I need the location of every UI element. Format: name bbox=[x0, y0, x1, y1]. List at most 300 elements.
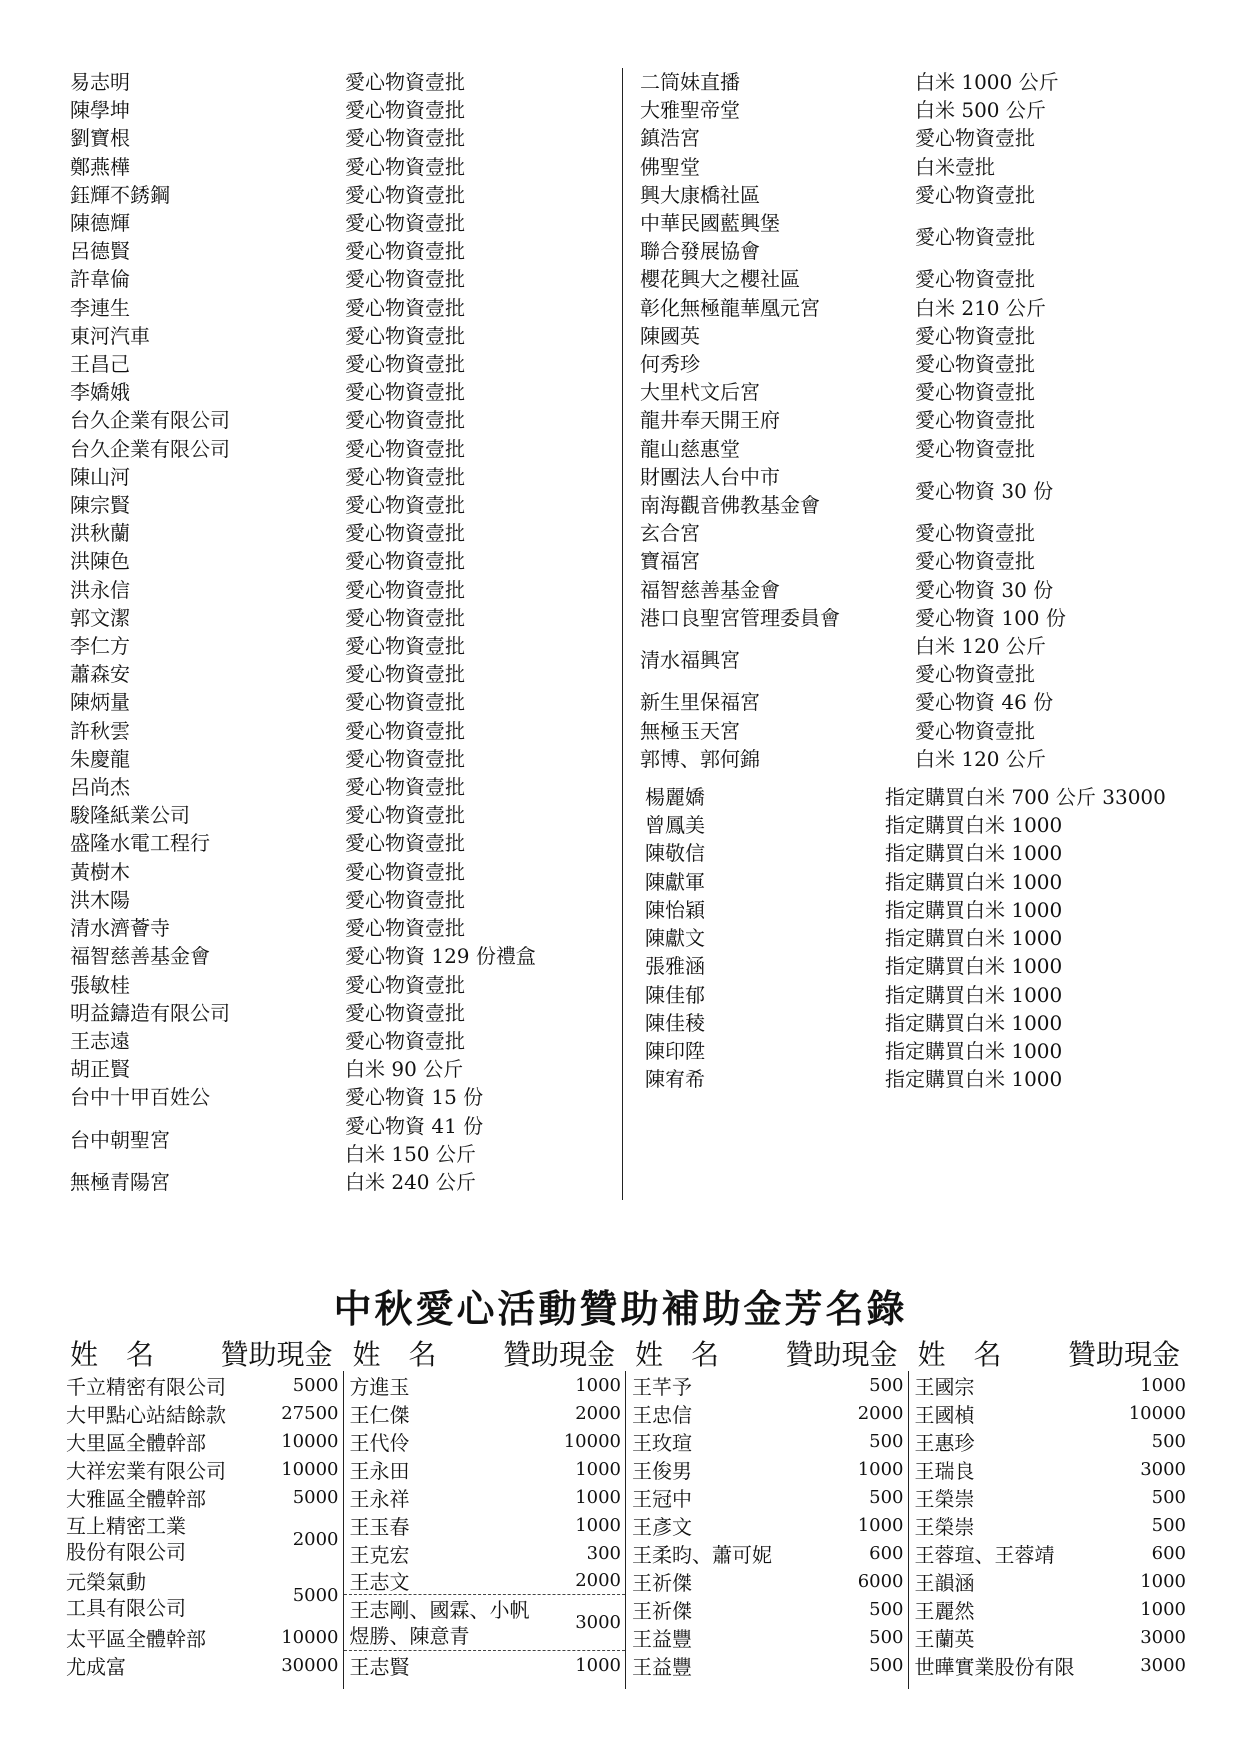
donor-name bbox=[70, 971, 345, 999]
donor-name bbox=[70, 688, 345, 716]
donor-name bbox=[640, 209, 915, 265]
donation-item-line: 愛心物資壹批 bbox=[345, 662, 465, 687]
donation-item-line: 愛心物資壹批 bbox=[345, 126, 465, 151]
donor-name bbox=[640, 1065, 885, 1093]
donor-name bbox=[640, 294, 915, 322]
donor-name bbox=[70, 717, 345, 745]
donation-amount: 500 bbox=[869, 1374, 904, 1396]
donation-item-line: 愛心物資壹批 bbox=[345, 549, 465, 574]
donor-name-line: 王瑞良 bbox=[914, 1458, 975, 1483]
donation-item bbox=[345, 942, 536, 970]
donor-name bbox=[70, 68, 345, 96]
donation-item bbox=[345, 519, 465, 547]
list-item bbox=[70, 1027, 610, 1055]
donation-item bbox=[915, 68, 1059, 96]
donor-name-line: 郭博、郭何錦 bbox=[640, 746, 760, 771]
donor-name-line: 南海觀音佛教基金會 bbox=[640, 493, 820, 518]
donation-amount: 500 bbox=[1151, 1514, 1186, 1536]
donation-amount: 500 bbox=[869, 1486, 904, 1508]
donation-amount: 10000 bbox=[281, 1430, 339, 1452]
donor-name bbox=[632, 1399, 692, 1428]
donor-name-line: 互上精密工業 bbox=[66, 1514, 186, 1538]
list-item bbox=[70, 829, 610, 857]
donation-item-line: 愛心物資壹批 bbox=[345, 436, 465, 461]
list-item bbox=[70, 773, 610, 801]
table-row bbox=[909, 1651, 1191, 1679]
donor-name bbox=[640, 181, 915, 209]
list-item bbox=[640, 839, 1200, 867]
donor-name-line: 興大康橋社區 bbox=[640, 182, 760, 207]
donor-name bbox=[640, 1037, 885, 1065]
donor-name-line: 中華民國藍興堡 bbox=[640, 211, 780, 236]
donor-name bbox=[70, 604, 345, 632]
header-group bbox=[908, 1333, 1191, 1373]
donor-name bbox=[915, 1371, 975, 1400]
donor-name-line: 福智慈善基金會 bbox=[640, 577, 780, 602]
donor-name bbox=[70, 801, 345, 829]
donor-name bbox=[70, 294, 345, 322]
header-group bbox=[625, 1333, 908, 1373]
donor-name-line: 朱慶龍 bbox=[70, 746, 130, 771]
donation-item bbox=[885, 924, 1062, 952]
table-row bbox=[344, 1595, 626, 1651]
donor-name-line: 玄合宮 bbox=[640, 521, 700, 546]
donor-name-line: 太平區全體幹部 bbox=[66, 1626, 206, 1651]
table-row bbox=[60, 1427, 343, 1455]
table-row bbox=[626, 1371, 908, 1399]
list-item bbox=[70, 463, 610, 491]
donation-amount: 1000 bbox=[857, 1514, 904, 1536]
list-item bbox=[640, 463, 1200, 519]
table-row bbox=[909, 1399, 1191, 1427]
donor-name bbox=[70, 209, 345, 237]
header-name: 姓 名 bbox=[635, 1338, 720, 1371]
donor-name bbox=[70, 858, 345, 886]
donation-amount: 300 bbox=[586, 1542, 621, 1564]
donor-name bbox=[915, 1623, 975, 1652]
donor-name-line: 陳獻文 bbox=[645, 926, 705, 951]
cash-column bbox=[625, 1371, 908, 1689]
donation-amount: 1000 bbox=[575, 1514, 621, 1536]
list-item bbox=[70, 688, 610, 716]
donation-amount: 1000 bbox=[1140, 1598, 1186, 1620]
table-row bbox=[344, 1651, 626, 1679]
donor-name-line: 龍井奉天開王府 bbox=[640, 408, 780, 433]
donation-amount: 1000 bbox=[575, 1654, 621, 1676]
table-row bbox=[626, 1539, 908, 1567]
donation-item bbox=[345, 914, 465, 942]
donation-item bbox=[345, 153, 465, 181]
donor-name bbox=[66, 1371, 226, 1400]
table-row bbox=[60, 1651, 343, 1679]
donor-name bbox=[915, 1539, 1055, 1568]
cash-table-headers bbox=[60, 1333, 1190, 1373]
donation-item-line: 白米 210 公斤 bbox=[915, 295, 1046, 320]
list-item bbox=[640, 745, 1200, 773]
donor-name-line: 陳宗賢 bbox=[70, 493, 130, 518]
donor-name-line: 陳國英 bbox=[640, 323, 700, 348]
donor-name bbox=[70, 322, 345, 350]
donor-name bbox=[640, 688, 915, 716]
donation-item-line: 愛心物資壹批 bbox=[345, 690, 465, 715]
list-item bbox=[640, 406, 1200, 434]
donor-name-line: 台中朝聖宮 bbox=[70, 1127, 170, 1152]
donation-item bbox=[885, 811, 1062, 839]
donor-name-line: 王永田 bbox=[349, 1458, 410, 1483]
donor-name-line: 胡正賢 bbox=[70, 1057, 130, 1082]
table-row bbox=[60, 1623, 343, 1651]
donation-amount: 10000 bbox=[563, 1430, 621, 1452]
donor-name-line: 佛聖堂 bbox=[640, 154, 700, 179]
list-item bbox=[70, 1055, 610, 1083]
donor-name-line: 易志明 bbox=[70, 70, 130, 94]
donor-name-line: 王益豐 bbox=[632, 1626, 692, 1651]
table-row bbox=[60, 1371, 343, 1399]
donor-name bbox=[66, 1455, 226, 1484]
donor-name-line: 楊麗嬌 bbox=[645, 785, 705, 810]
donation-item bbox=[915, 435, 1035, 463]
list-item bbox=[70, 68, 610, 96]
donation-item bbox=[345, 1055, 463, 1083]
list-item bbox=[70, 942, 610, 970]
header-name: 姓 名 bbox=[352, 1338, 437, 1371]
donor-name bbox=[632, 1651, 692, 1680]
donor-name bbox=[632, 1567, 692, 1596]
donor-name-line: 王國宗 bbox=[914, 1374, 975, 1399]
table-row bbox=[344, 1511, 626, 1539]
header-name: 姓 名 bbox=[70, 1338, 155, 1371]
donation-item-line: 愛心物資 129 份禮盒 bbox=[345, 944, 536, 969]
donor-name bbox=[70, 576, 345, 604]
donor-name bbox=[70, 1027, 345, 1055]
donation-item-line: 愛心物資壹批 bbox=[345, 746, 465, 771]
donor-name-line: 無極青陽宮 bbox=[70, 1169, 170, 1194]
list-item bbox=[70, 519, 610, 547]
donation-item bbox=[345, 1112, 483, 1168]
donation-item-line: 愛心物資壹批 bbox=[345, 718, 465, 743]
donation-item-line: 愛心物資壹批 bbox=[345, 1000, 465, 1025]
donor-name-line: 李仁方 bbox=[70, 634, 130, 659]
list-item bbox=[70, 153, 610, 181]
donation-item bbox=[885, 1065, 1062, 1093]
donor-name bbox=[350, 1597, 530, 1649]
donor-name-line: 許韋倫 bbox=[70, 267, 130, 292]
donation-item-line: 白米 1000 公斤 bbox=[915, 70, 1059, 94]
donation-item bbox=[915, 223, 1035, 251]
donation-item bbox=[345, 237, 465, 265]
donor-name-line: 清水福興宮 bbox=[640, 648, 740, 673]
list-item bbox=[640, 350, 1200, 378]
list-item bbox=[70, 858, 610, 886]
list-item bbox=[70, 491, 610, 519]
donor-name-line: 盛隆水電工程行 bbox=[70, 831, 210, 856]
donor-name bbox=[350, 1566, 410, 1595]
list-item bbox=[70, 886, 610, 914]
list-item bbox=[640, 688, 1200, 716]
donation-item-line: 愛心物資壹批 bbox=[915, 521, 1035, 546]
donor-name-line: 東河汽車 bbox=[70, 323, 150, 348]
list-item bbox=[70, 294, 610, 322]
donation-item-line: 愛心物資壹批 bbox=[345, 408, 465, 433]
donation-item-line: 白米壹批 bbox=[915, 154, 995, 179]
spacer bbox=[640, 773, 1200, 783]
donor-name-line: 陳炳量 bbox=[70, 690, 130, 715]
donor-name bbox=[640, 435, 915, 463]
donor-name-line: 寶福宮 bbox=[640, 549, 700, 574]
donation-item bbox=[915, 406, 1035, 434]
donor-name-line: 陳德輝 bbox=[70, 211, 130, 236]
donation-item bbox=[915, 604, 1066, 632]
donor-name bbox=[66, 1623, 206, 1652]
donor-name-line: 王榮崇 bbox=[914, 1486, 975, 1511]
donation-item-line: 愛心物資壹批 bbox=[345, 831, 465, 856]
donor-name bbox=[915, 1651, 1075, 1680]
list-item bbox=[640, 896, 1200, 924]
donor-name-line: 呂德賢 bbox=[70, 239, 130, 264]
donation-item-line: 愛心物資壹批 bbox=[345, 98, 465, 123]
donation-item-line: 指定購買白米 1000 bbox=[885, 1067, 1063, 1092]
donation-item-line: 白米 240 公斤 bbox=[345, 1169, 476, 1194]
donation-item-line: 愛心物資壹批 bbox=[345, 972, 465, 997]
donor-name-line: 呂尚杰 bbox=[70, 775, 130, 800]
table-row bbox=[909, 1511, 1191, 1539]
donation-item bbox=[915, 294, 1046, 322]
donation-amount: 500 bbox=[869, 1598, 904, 1620]
donor-list-left bbox=[70, 68, 610, 1196]
cash-section-title: 中秋愛心活動贊助補助金芳名錄 bbox=[333, 1286, 908, 1331]
donation-item bbox=[345, 688, 465, 716]
list-item bbox=[640, 717, 1200, 745]
donor-name bbox=[632, 1511, 692, 1540]
donation-item-line: 愛心物資壹批 bbox=[345, 887, 465, 912]
donor-name-line: 陳山河 bbox=[70, 464, 130, 489]
donor-name-line: 大雅區全體幹部 bbox=[66, 1486, 206, 1511]
table-row bbox=[909, 1371, 1191, 1399]
donation-amount: 600 bbox=[869, 1542, 904, 1564]
donation-item bbox=[915, 547, 1035, 575]
table-row bbox=[60, 1567, 343, 1623]
donation-item-line: 愛心物資壹批 bbox=[345, 211, 465, 236]
donor-name-line: 許秋雲 bbox=[70, 718, 130, 743]
donor-name bbox=[640, 68, 915, 96]
donor-name bbox=[70, 435, 345, 463]
donation-item bbox=[345, 124, 465, 152]
donor-name-line: 王仁傑 bbox=[349, 1402, 410, 1427]
list-item bbox=[640, 576, 1200, 604]
donation-amount: 1000 bbox=[857, 1458, 904, 1480]
donor-name-line: 張雅涵 bbox=[645, 954, 705, 979]
donor-name bbox=[70, 124, 345, 152]
header-group bbox=[60, 1333, 343, 1373]
donor-name-line: 王彥文 bbox=[632, 1514, 692, 1539]
donor-name bbox=[350, 1539, 410, 1568]
donor-name bbox=[640, 717, 915, 745]
list-item bbox=[70, 322, 610, 350]
donation-item bbox=[345, 350, 465, 378]
list-item bbox=[70, 1112, 610, 1168]
donor-name-line: 王蘭英 bbox=[914, 1626, 975, 1651]
donor-name-line: 王代伶 bbox=[349, 1430, 410, 1455]
donation-amount: 10000 bbox=[281, 1458, 339, 1480]
donation-item bbox=[345, 406, 465, 434]
donation-item-line: 愛心物資 30 份 bbox=[915, 577, 1054, 602]
list-item bbox=[70, 971, 610, 999]
table-row bbox=[626, 1567, 908, 1595]
donor-name bbox=[640, 350, 915, 378]
list-item bbox=[70, 745, 610, 773]
donor-name bbox=[70, 1083, 345, 1111]
list-item bbox=[70, 181, 610, 209]
header-name: 姓 名 bbox=[917, 1338, 1002, 1371]
donor-name-line: 股份有限公司 bbox=[66, 1540, 186, 1564]
donor-name-line: 新生里保福宮 bbox=[640, 690, 760, 715]
donation-item-line: 愛心物資壹批 bbox=[345, 803, 465, 828]
table-row bbox=[909, 1427, 1191, 1455]
donation-item bbox=[915, 477, 1053, 505]
donor-name bbox=[632, 1427, 692, 1456]
table-row bbox=[344, 1371, 626, 1399]
donor-name bbox=[70, 773, 345, 801]
donor-name bbox=[70, 350, 345, 378]
header-amount: 贊助現金 bbox=[785, 1338, 898, 1371]
donor-name bbox=[70, 660, 345, 688]
donation-item bbox=[345, 886, 465, 914]
donor-name bbox=[915, 1455, 975, 1484]
table-row bbox=[626, 1455, 908, 1483]
donation-item-line: 指定購買白米 1000 bbox=[885, 1010, 1063, 1035]
donor-name-line: 李連生 bbox=[70, 295, 130, 320]
donor-name bbox=[350, 1511, 410, 1540]
table-row bbox=[344, 1455, 626, 1483]
donation-item bbox=[915, 181, 1035, 209]
donation-item-line: 愛心物資壹批 bbox=[345, 352, 465, 377]
donor-name-line: 彰化無極龍華凰元宮 bbox=[640, 295, 820, 320]
donor-name bbox=[350, 1483, 410, 1512]
donation-item-line: 指定購買白米 1000 bbox=[885, 841, 1063, 866]
donor-name-line: 王志遠 bbox=[70, 1028, 130, 1053]
donation-item-line: 愛心物資壹批 bbox=[915, 408, 1035, 433]
donor-name-line: 王克宏 bbox=[349, 1542, 410, 1567]
donation-item-line: 愛心物資壹批 bbox=[915, 323, 1035, 348]
table-row bbox=[909, 1595, 1191, 1623]
header-amount: 贊助現金 bbox=[502, 1338, 615, 1371]
donor-name bbox=[640, 322, 915, 350]
donation-amount: 10000 bbox=[281, 1626, 339, 1648]
donor-name bbox=[70, 519, 345, 547]
donor-name-line: 王冠中 bbox=[632, 1486, 692, 1511]
list-item bbox=[70, 124, 610, 152]
donation-item-line: 愛心物資壹批 bbox=[345, 521, 465, 546]
donor-name bbox=[640, 519, 915, 547]
donor-name-line: 大里區全體幹部 bbox=[66, 1430, 206, 1455]
donation-item-line: 愛心物資壹批 bbox=[345, 605, 465, 630]
donor-name-line: 港口良聖宮管理委員會 bbox=[640, 605, 840, 630]
donor-name bbox=[640, 839, 885, 867]
donor-name-line: 台中十甲百姓公 bbox=[70, 1085, 210, 1110]
donor-name-line: 福智慈善基金會 bbox=[70, 944, 210, 969]
list-item bbox=[70, 801, 610, 829]
table-row bbox=[344, 1483, 626, 1511]
list-item bbox=[70, 378, 610, 406]
donation-item bbox=[885, 952, 1062, 980]
donor-name bbox=[66, 1513, 186, 1565]
donation-item-line: 愛心物資壹批 bbox=[345, 464, 465, 489]
donor-name-line: 洪秋蘭 bbox=[70, 521, 130, 546]
donor-name bbox=[640, 463, 915, 519]
donor-name bbox=[70, 491, 345, 519]
donation-amount: 5000 bbox=[292, 1584, 339, 1606]
donor-name bbox=[632, 1539, 772, 1568]
table-row bbox=[909, 1539, 1191, 1567]
donor-name bbox=[350, 1651, 410, 1680]
list-item bbox=[70, 406, 610, 434]
donor-name-line: 台久企業有限公司 bbox=[70, 436, 230, 461]
donor-name bbox=[70, 96, 345, 124]
donor-name bbox=[70, 463, 345, 491]
donor-name bbox=[640, 124, 915, 152]
donor-name-line: 無極玉天宮 bbox=[640, 718, 740, 743]
donor-name bbox=[350, 1399, 410, 1428]
donation-item-line: 愛心物資 100 份 bbox=[915, 605, 1066, 630]
donor-name bbox=[640, 153, 915, 181]
donor-name-line: 王柔昀、蕭可妮 bbox=[632, 1542, 772, 1567]
header-amount: 贊助現金 bbox=[1067, 1338, 1180, 1371]
table-row bbox=[60, 1483, 343, 1511]
donor-name-line: 二筒妹直播 bbox=[640, 70, 740, 94]
donor-name-line: 王玉春 bbox=[349, 1514, 410, 1539]
donation-item bbox=[915, 717, 1035, 745]
donation-amount: 3000 bbox=[1140, 1458, 1186, 1480]
donation-amount: 1000 bbox=[575, 1486, 621, 1508]
donation-item bbox=[915, 688, 1053, 716]
donation-item-line: 愛心物資 41 份 bbox=[345, 1113, 484, 1138]
table-row bbox=[626, 1399, 908, 1427]
donor-name-line: 王國楨 bbox=[914, 1402, 975, 1427]
donation-item bbox=[915, 519, 1035, 547]
donation-item bbox=[345, 294, 465, 322]
donation-item-line: 愛心物資壹批 bbox=[915, 436, 1035, 461]
column-divider bbox=[622, 68, 623, 1200]
donation-amount: 3000 bbox=[1140, 1626, 1186, 1648]
donor-name-line: 陳敬信 bbox=[645, 841, 705, 866]
donation-item bbox=[345, 999, 465, 1027]
donor-name bbox=[66, 1399, 226, 1428]
donation-item-line: 愛心物資壹批 bbox=[915, 549, 1035, 574]
donor-name bbox=[640, 96, 915, 124]
donation-item bbox=[345, 322, 465, 350]
donation-item bbox=[885, 783, 1166, 811]
table-row bbox=[909, 1567, 1191, 1595]
donor-name-line: 陳怡穎 bbox=[645, 897, 705, 922]
donation-amount: 500 bbox=[1151, 1430, 1186, 1452]
donor-name bbox=[70, 265, 345, 293]
donor-name bbox=[70, 547, 345, 575]
list-item bbox=[640, 96, 1200, 124]
donor-name-line: 明益鑄造有限公司 bbox=[70, 1000, 230, 1025]
donor-name bbox=[66, 1427, 206, 1456]
list-item bbox=[640, 378, 1200, 406]
table-row bbox=[909, 1623, 1191, 1651]
donor-name bbox=[640, 378, 915, 406]
donor-name bbox=[640, 981, 885, 1009]
list-item bbox=[640, 265, 1200, 293]
table-row bbox=[60, 1455, 343, 1483]
donation-item-line: 愛心物資 46 份 bbox=[915, 690, 1054, 715]
donation-item-line: 白米 90 公斤 bbox=[345, 1057, 464, 1082]
donation-item bbox=[345, 576, 465, 604]
donation-item-line: 愛心物資 15 份 bbox=[345, 1085, 484, 1110]
donation-item bbox=[915, 153, 995, 181]
